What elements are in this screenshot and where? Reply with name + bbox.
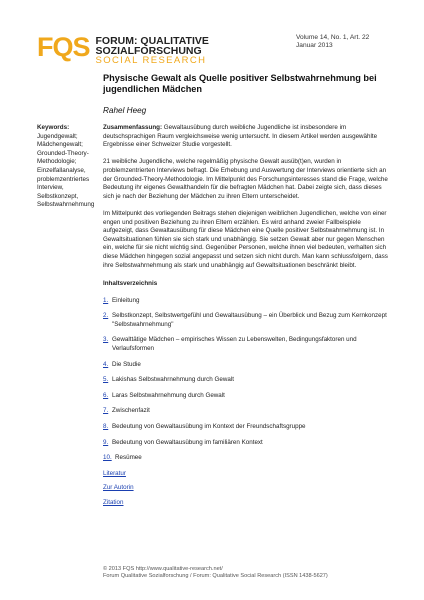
toc-item[interactable] [103,376,393,385]
toc-heading: Inhaltsverzeichnis [103,280,158,288]
fqs-logo [37,32,209,66]
toc-item-text: Gewalttätige Mädchen – empirisches Wissen zu Lebenswelten, Bedingungsfaktoren und Verlaufsformen [112,336,357,353]
logo-mark: FQS [37,32,90,62]
toc-item-number[interactable]: 9. [103,438,109,446]
toc-list [103,297,393,463]
toc-item[interactable] [103,454,393,463]
logo-text [96,36,209,66]
toc-item-text: Resümee [115,454,142,462]
toc-item-number[interactable]: 7. [103,407,109,415]
toc-item-number[interactable]: 10. [103,454,112,462]
toc-item-text: Bedeutung von Gewaltausübung im familiären Kontext [112,438,263,446]
issue-info [296,34,369,50]
toc-item-text: Zwischenfazit [112,407,150,415]
footer-copyright: © 2013 FQS http://www.qualitative-research.net/ [103,566,223,572]
toc-item-text: Bedeutung von Gewaltausübung im Kontext der Freundschaftsgruppe [112,423,306,431]
toc-item-text: Einleitung [112,296,140,304]
abstract-paragraph-1 [103,124,393,150]
article-title: Physische Gewalt als Quelle positiver Selbstwahrnehmung bei jugendlichen Mädchen [103,73,377,94]
keywords-text: Jugendgewalt; Mädchengewalt; Grounded-Theory-Methodologie; Einzelfallanalyse, problemzentriertes Interview, Selbstkonzept, Selbstwahrnehmung [37,132,95,209]
abstract-text-1: Gewaltausübung durch weibliche Jugendliche ist insbesondere im deutschsprachigen Raum vergleichsweise wenig untersucht. In diesem Artikel werden ausgewählte Ergebnisse einer Schweizer Studie vorgestellt. [103,124,378,149]
toc-item-number[interactable]: 5. [103,376,109,384]
toc-item-text: Lakishas Selbstwahrnehmung durch Gewalt [112,376,234,384]
toc-item[interactable] [103,407,393,416]
toc-item-number[interactable]: 8. [103,423,109,431]
toc-item-number[interactable]: 1. [103,296,109,304]
toc-item-number[interactable]: 3. [103,336,109,344]
logo-line-3: SOCIAL RESEARCH [95,55,207,66]
toc-item[interactable] [103,392,393,401]
keywords-label: Keywords: [37,124,70,131]
abstract-label: Zusammenfassung: [103,124,163,131]
toc-item[interactable] [103,439,393,448]
literatur-link[interactable]: Literatur [103,469,126,477]
keywords-block [37,124,97,210]
toc-item[interactable] [103,297,393,306]
volume-number: Volume 14, No. 1, Art. 22 [296,34,370,41]
toc-item-text: Die Studie [112,360,141,368]
toc-item-number[interactable]: 2. [103,312,109,320]
main-column [103,124,393,514]
issue-date: Januar 2013 [296,42,333,49]
toc-item[interactable] [103,312,393,329]
toc-item-number[interactable]: 6. [103,391,109,399]
article-author: Rahel Heeg [103,106,147,115]
page-footer [103,566,328,580]
toc-item-text: Selbstkonzept, Selbstwertgefühl und Gewaltausübung – ein Überblick und Bezug zum Kernkonzept "Selbstwahrnehmung" [112,312,387,328]
footer-journal: Forum Qualitative Sozialforschung / Forum: Qualitative Social Research (ISSN 1438-5627) [103,573,328,579]
logo-line-2: SOZIALFORSCHUNG [95,45,202,57]
abstract-paragraph-3: Im Mittelpunkt des vorliegenden Beitrags stehen diejenigen weiblichen Jugendlichen, welche von einer engen und positiven Beziehung zu ihren Eltern erzählen. Es wird anhand zweier Fallbeispiele aufgezeigt, dass Gewaltausübung für diese Mädchen eine Quelle positiver Selbstwahrnehmung ist. In Gewaltsituationen fühlen sie sich stark und unabhängig. Sie setzen Gewalt aber nur gegen Menschen ein, welche für sie nicht wichtig sind. Gegenüber Personen, welche ihnen viel bedeuten, verhalten sich diese Mädchen hingegen sozial angepasst und setzen sich nicht durch. Man kann schlussfolgern, dass ihre Selbstwahrnehmung als stark und unabhängig auf Gewaltsituationen beschränkt bleibt. [103,209,388,269]
zur-autorin-link[interactable]: Zur Autorin [103,484,134,492]
toc-item-text: Laras Selbstwahrnehmung durch Gewalt [112,391,225,399]
toc-item[interactable] [103,423,393,432]
toc-item-number[interactable]: 4. [103,360,109,368]
zitation-link[interactable]: Zitation [103,499,124,506]
toc-item[interactable] [103,336,393,353]
abstract-paragraph-2: 21 weibliche Jugendliche, welche regelmäßig physische Gewalt ausüb(t)en, wurden in problemzentrierten Interviews befragt. Die Erhebung und Auswertung der Interviews orientierte sich an der Grounded-Theory-Methodologie. Im Mittelpunkt des Forschungsinteresses stand die Frage, welche Bedeutung ihr eigenes Gewalthandeln für die befragten Mädchen hat. Dabei zeigte sich, dass dieses sich je nach der Beziehung der Mädchen zu ihren Eltern unterscheidet. [103,158,388,200]
toc-item[interactable] [103,361,393,370]
logo-line-1: FORUM: QUALITATIVE [95,35,209,47]
